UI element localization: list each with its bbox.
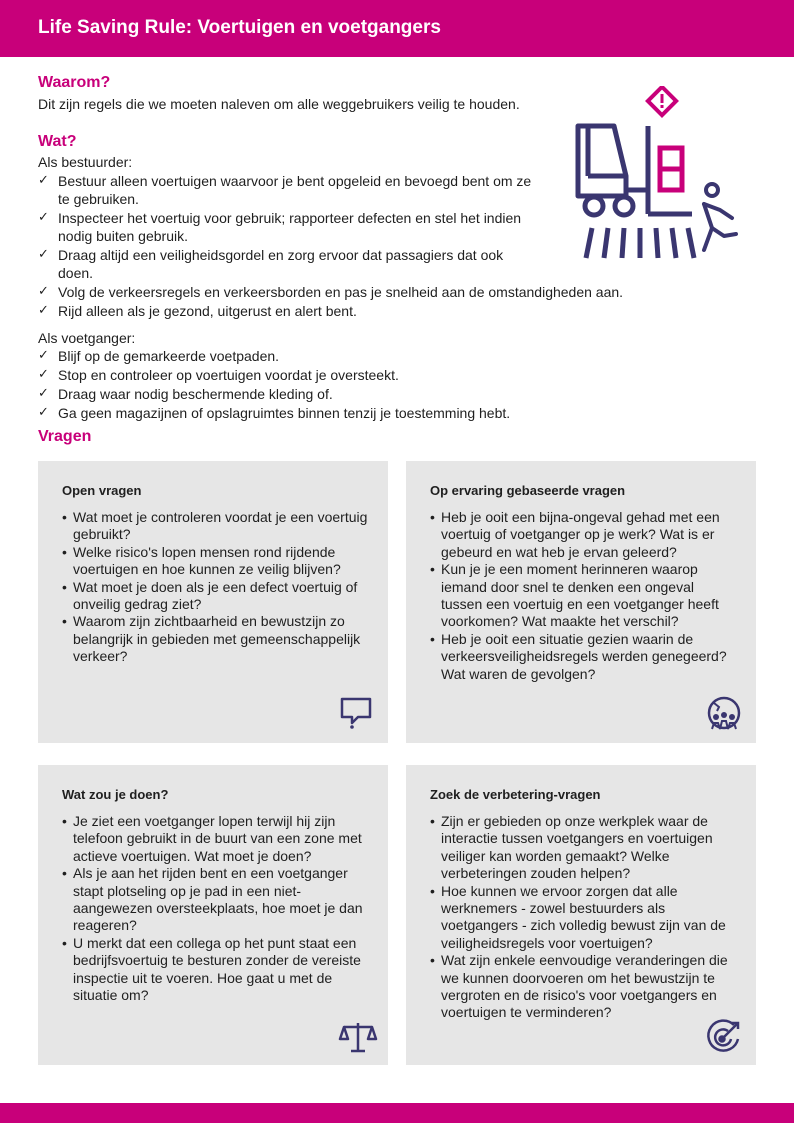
globe-people-icon [704,695,744,735]
card-what-would-you-do [38,765,388,1065]
list-item: • Je ziet een voetganger lopen terwijl hij zijn telefoon gebruikt in de buurt van een zone met actieve voertuigen. Wat moet je doen? [62,813,370,865]
forklift-pedestrian-illustration [572,86,748,266]
speech-bubble-icon [336,691,376,731]
list-item: • Welke risico's lopen mensen rond rijdende voertuigen en hoe kunnen ze veilig blijven? [62,544,370,579]
list-item: ✓ Inspecteer het voertuig voor gebruik; rapporteer defecten en stel het indien nodig buiten gebruik. [38,210,522,244]
check-icon: ✓ [38,247,49,262]
check-icon: ✓ [38,367,49,382]
wat-heading: Wat? [38,133,77,150]
scales-icon [338,1017,378,1057]
target-icon [704,1017,744,1057]
list-item: • Heb je ooit een situatie gezien waarin de verkeersveiligheidsregels werden genegeerd? Wat waren de gevolgen? [430,631,738,683]
pedestrian-intro: Als voetganger: [38,330,136,346]
list-item: • Kun je je een moment herinneren waarop iemand door snel te denken een ongeval tussen een voertuig en een voetganger heeft voorkomen? Wat maakte het verschil? [430,561,738,631]
list-item: • Heb je ooit een bijna-ongeval gehad met een voertuig of voetganger op je werk? Wat is er gebeurd en wat heb je ervan geleerd? [430,509,738,561]
check-icon: ✓ [38,210,49,225]
card-experience-questions [406,461,756,743]
pedestrian-rules-list [38,347,683,423]
list-item: • Zijn er gebieden op onze werkplek waar de interactie tussen voetgangers en voertuigen veiliger kan worden gemaakt? Welke verbeteringen zouden helpen? [430,813,738,883]
card-question-list [62,509,370,666]
footer-bar [0,1103,794,1123]
list-item: ✓ Rijd alleen als je gezond, uitgerust en alert bent. [38,303,357,319]
list-item: • Hoe kunnen we ervoor zorgen dat alle werknemers - zowel bestuurders als voetgangers - zich volledig bewust zijn van de veiligheidsregels voor voertuigen? [430,883,738,953]
list-item: • U merkt dat een collega op het punt staat een bedrijfsvoertuig te besturen zonder de vereiste inspectie uit te voeren. Hoe gaat u met de situatie om? [62,935,370,1005]
list-item: • Wat moet je controleren voordat je een voertuig gebruikt? [62,509,370,544]
list-item: • Wat zijn enkele eenvoudige veranderingen die we kunnen doorvoeren om het bewustzijn te vergroten en de risico's voor voetgangers en voertuigen te verminderen? [430,952,738,1022]
list-item: ✓ Bestuur alleen voertuigen waarvoor je bent opgeleid en bevoegd bent om ze te gebruiken. [38,173,532,207]
card-question-list [62,813,370,1004]
wheel-icon [585,197,603,215]
header-bar [0,0,794,57]
card-title: Zoek de verbetering-vragen [430,787,601,802]
list-item: ✓ Volg de verkeersregels en verkeersborden en pas je snelheid aan de omstandigheden aan. [38,284,624,300]
cargo-boxes-icon [660,148,682,190]
list-item: ✓ Draag altijd een veiligheidsgordel en zorg ervoor dat passagiers dat ook doen. [38,247,504,281]
crosswalk-icon [586,228,694,258]
check-icon: ✓ [38,405,49,420]
check-icon: ✓ [38,284,49,299]
card-title: Op ervaring gebaseerde vragen [430,483,626,498]
driver-intro: Als bestuurder: [38,154,133,170]
pedestrian-icon [704,184,736,250]
card-question-list [430,813,738,1022]
list-item: • Als je aan het rijden bent en een voetganger stapt plotseling op je pad in een niet-aangewezen oversteekplaats, hoe moet je dan reageren? [62,865,370,935]
waarom-heading: Waarom? [38,74,111,91]
card-open-questions [38,461,388,743]
wheel-icon [615,197,633,215]
card-title: Open vragen [62,483,142,498]
check-icon: ✓ [38,303,49,318]
list-item: ✓ Ga geen magazijnen of opslagruimtes binnen tenzij je toestemming hebt. [38,405,511,421]
list-item: • Waarom zijn zichtbaarheid en bewustzijn zo belangrijk in gebieden met gemeenschappelijk verkeer? [62,613,370,665]
check-icon: ✓ [38,348,49,363]
check-icon: ✓ [38,386,49,401]
list-item: ✓ Stop en controleer op voertuigen voordat je oversteekt. [38,367,399,383]
card-improvement-questions [406,765,756,1065]
waarom-text: Dit zijn regels die we moeten naleven om alle weggebruikers veilig te houden. [38,96,520,112]
vragen-heading: Vragen [38,428,92,445]
page-title: Life Saving Rule: Voertuigen en voetgangers [38,17,441,38]
list-item: ✓ Draag waar nodig beschermende kleding of. [38,386,333,402]
warning-diamond-icon [648,87,676,115]
card-question-list [430,509,738,683]
list-item: ✓ Blijf op de gemarkeerde voetpaden. [38,348,280,364]
card-title: Wat zou je doen? [62,787,169,802]
list-item: • Wat moet je doen als je een defect voertuig of onveilig gedrag ziet? [62,579,370,614]
check-icon: ✓ [38,173,49,188]
